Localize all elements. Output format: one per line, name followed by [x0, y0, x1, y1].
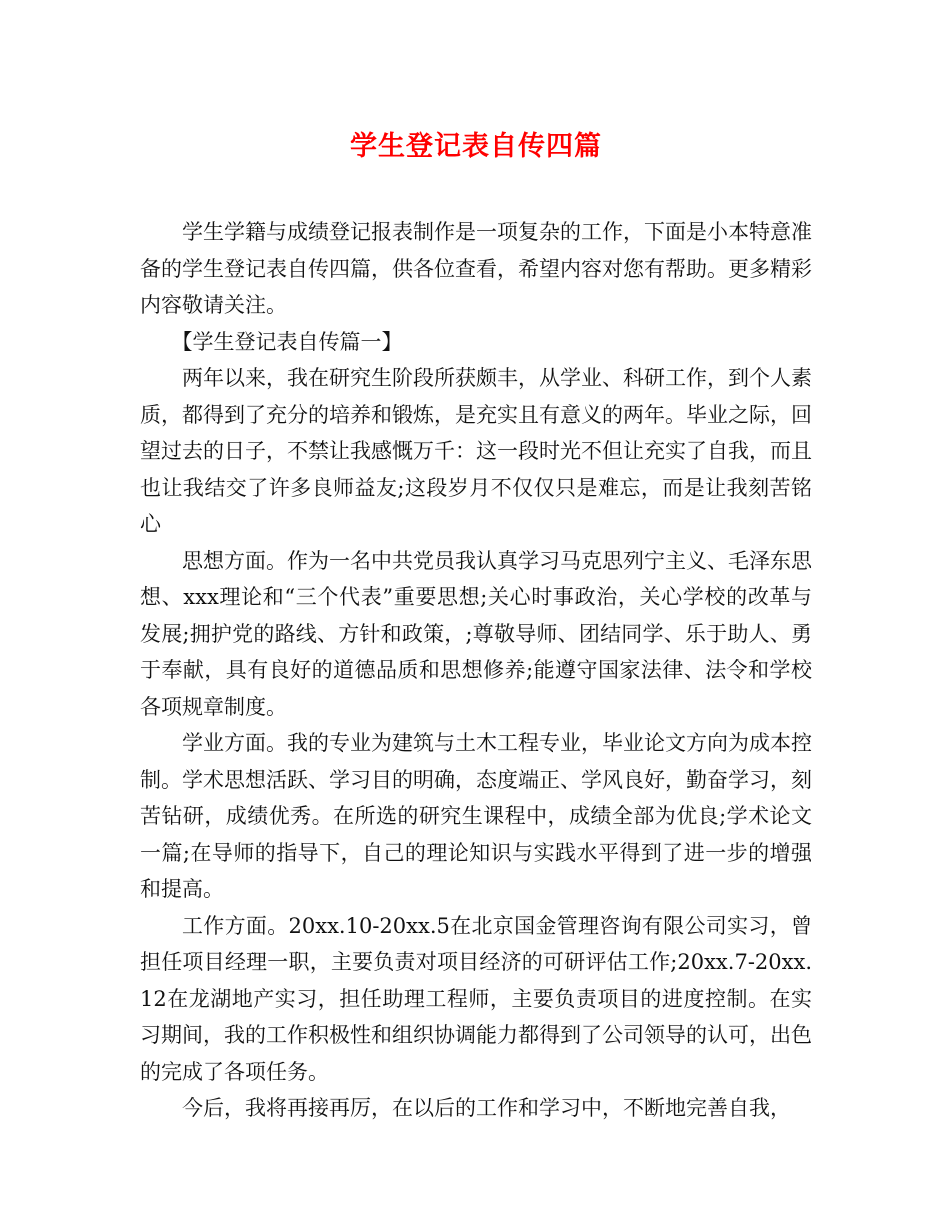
body-paragraph: 今后，我将再接再厉，在以后的工作和学习中，不断地完善自我，: [182, 1096, 791, 1120]
intro-paragraph: 学生学籍与成绩登记报表制作是一项复杂的工作，下面是小本特意准备的学生登记表自传四篇，供各位查看，希望内容对您有帮助。更多精彩内容敬请关注。: [140, 220, 812, 317]
body-paragraph: 工作方面。20xx.10-20xx.5在北京国金管理咨询有限公司实习，曾担任项目经理一职，主要负责对项目经济的可研评估工作;20xx.7-20xx.12在龙湖地产实习，担任助理工程师，主要负责项目的进度控制。在实习期间，我的工作积极性和组织协调能力都得到了公司领导的认可，出色的完成了各项任务。: [140, 913, 812, 1084]
document-title: 学生登记表自传四篇: [350, 131, 602, 162]
document-page: [140, 122, 812, 1127]
section-heading: 【学生登记表自传篇一】: [171, 329, 403, 354]
body-paragraph: 思想方面。作为一名中共党员我认真学习马克思列宁主义、毛泽东思想、xxx理论和“三个代表”重要思想;关心时事政治，关心学校的改革与发展;拥护党的路线、方针和政策，;尊敬导师、团结同学、乐于助人、勇于奉献，具有良好的道德品质和思想修养;能遵守国家法律、法令和学校各项规章制度。: [140, 548, 812, 719]
body-paragraph: 学业方面。我的专业为建筑与土木工程专业，毕业论文方向为成本控制。学术思想活跃、学习目的明确，态度端正、学风良好，勤奋学习，刻苦钻研，成绩优秀。在所选的研究生课程中，成绩全部为优良;学术论文一篇;在导师的指导下，自己的理论知识与实践水平得到了进一步的增强和提高。: [140, 731, 812, 901]
body-paragraph: 两年以来，我在研究生阶段所获颇丰，从学业、科研工作，到个人素质，都得到了充分的培养和锻炼，是充实且有意义的两年。毕业之际，回望过去的日子，不禁让我感慨万千：这一段时光不但让充实了自我，而且也让我结交了许多良师益友;这段岁月不仅仅只是难忘，而是让我刻苦铭心: [140, 366, 812, 536]
